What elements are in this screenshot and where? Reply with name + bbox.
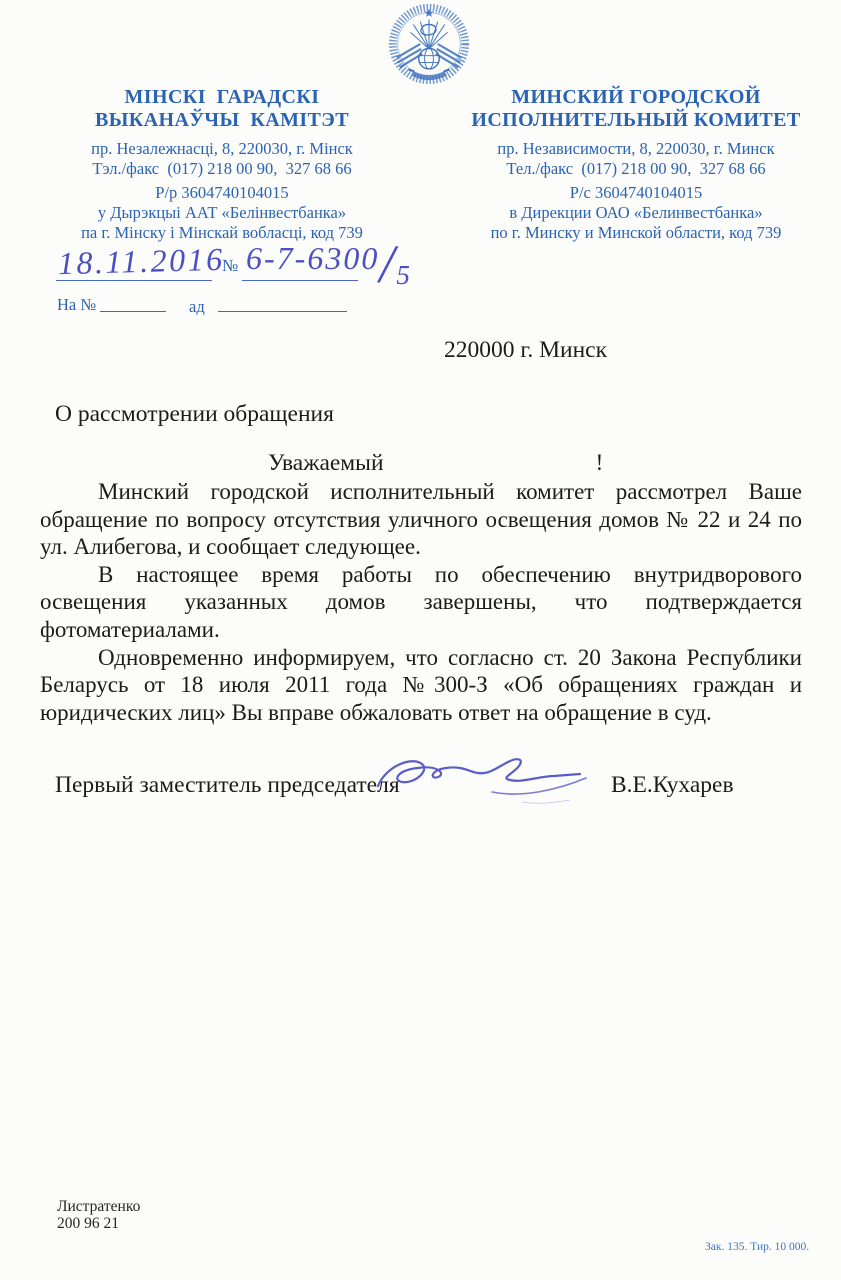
handwritten-number-slash: /	[379, 234, 397, 294]
salutation-punct: !	[595, 450, 604, 476]
salutation	[268, 450, 603, 477]
salutation-greeting: Уважаемый	[268, 450, 384, 476]
body-paragraph-1: Минский городской исполнительный комитет рассмотрел Ваше обращение по вопросу отсутствия уличного освещения домов № 22 и 24 по ул. Алибегова, и сообщает следующее.	[40, 479, 802, 560]
org-phone-ru: Тел./факс (017) 218 00 90, 327 68 66	[506, 158, 766, 178]
signer-name: В.Е.Кухарев	[611, 772, 734, 798]
handwritten-number	[246, 234, 412, 294]
number-underline	[242, 280, 358, 281]
org-bank-region-ru: по г. Минску и Минской области, код 739	[490, 223, 782, 242]
handwritten-number-suffix: 5	[396, 260, 412, 290]
body-paragraph-2: В настоящее время работы по обеспечению внутридворового освещения указанных домов завершены, что подтверждается фотоматериалами.	[40, 561, 802, 642]
recipient-city: 220000 г. Минск	[444, 337, 608, 363]
reply-to-label: На №	[57, 295, 97, 314]
org-bank-region-by: па г. Мінску і Мінскай вобласці, код 739	[81, 223, 363, 242]
org-bank-ru: в Дирекции ОАО «Белинвестбанка»	[509, 203, 763, 222]
executor-name: Листратенко	[57, 1198, 141, 1215]
date-underline	[56, 280, 212, 281]
signer-position: Первый заместитель председателя	[55, 772, 400, 798]
letterhead-right	[448, 86, 824, 243]
org-title-ru-line2: ИСПОЛНИТЕЛЬНЫЙ КОМИТЕТ	[471, 109, 801, 131]
org-bank-by: у Дырэкцыі ААТ «Белінвестбанка»	[97, 203, 347, 222]
org-title-by-line1: МІНСКІ ГАРАДСКІ	[124, 86, 320, 108]
reply-number-blank-line	[100, 311, 166, 312]
number-label: №	[222, 256, 239, 275]
handwritten-number-main: 6-7-6300	[246, 240, 380, 276]
signature-icon	[372, 748, 612, 810]
org-address-ru: пр. Независимости, 8, 220030, г. Минск	[497, 139, 775, 158]
coat-of-arms-icon	[385, 2, 473, 86]
org-title-ru-line1: МИНСКИЙ ГОРОДСКОЙ	[511, 86, 761, 108]
handwritten-date: 18.11.2016	[57, 240, 226, 282]
org-account-by: Р/р 3604740104015	[155, 183, 289, 202]
org-address-by: пр. Незалежнасці, 8, 220030, г. Мінск	[91, 139, 353, 158]
letter-body	[40, 478, 802, 726]
reply-from-label: ад	[189, 297, 205, 316]
subject-line: О рассмотрении обращения	[55, 401, 334, 427]
print-order-note: Зак. 135. Тир. 10 000.	[705, 1241, 810, 1253]
org-account-ru: Р/с 3604740104015	[569, 183, 703, 202]
letterhead-left	[36, 86, 408, 243]
executor-block	[57, 1199, 140, 1232]
org-phone-by: Тэл./факс (017) 218 00 90, 327 68 66	[92, 158, 352, 178]
executor-phone: 200 96 21	[57, 1214, 119, 1232]
body-paragraph-3: Одновременно информируем, что согласно ст. 20 Закона Республики Беларусь от 18 июля 2011 года №300-З «Об обращениях граждан и юридических лиц» Вы вправе обжаловать ответ на обращение в суд.	[40, 644, 802, 725]
reply-date-blank-line	[218, 311, 347, 312]
org-title-by-line2: ВЫКАНАЎЧЫ КАМІТЭТ	[95, 109, 349, 131]
